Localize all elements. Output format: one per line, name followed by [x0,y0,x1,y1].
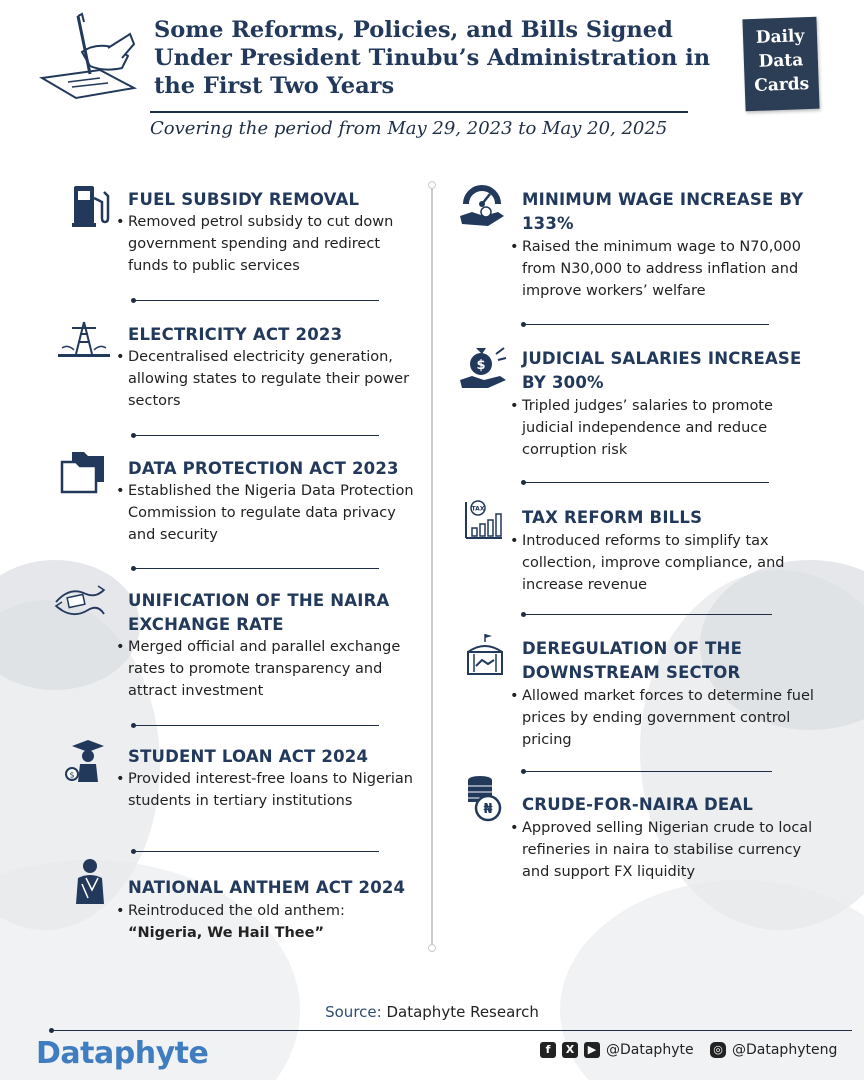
daily-data-cards-logo [742,17,819,112]
reform-heading: ELECTRICITY ACT 2023 [128,325,343,344]
reform-description: • Introduced reforms to simplify tax collection, improve compliance, and increase revenue [510,530,820,596]
logo-line-3: Cards [753,74,810,96]
reform-description: • Merged official and parallel exchange rates to promote transparency and attract investment [116,636,416,702]
handshake-building-icon [464,632,506,678]
social-handle-dataphyteng[interactable]: @Dataphyteng [732,1042,838,1058]
source-credit [0,1003,864,1021]
reform-heading: FUEL SUBSIDY REMOVAL [128,190,360,209]
reform-description [116,900,416,944]
youtube-icon[interactable]: ▶ [584,1042,600,1058]
item-separator [134,435,379,436]
footer-divider [52,1030,852,1031]
naira-coins-icon [464,774,504,822]
item-separator [524,482,769,483]
reform-description: • Approved selling Nigerian crude to local refineries in naira to stabilise currency and support FX liquidity [510,817,820,883]
reform-description: • Provided interest-free loans to Nigerian students in tertiary institutions [116,768,416,812]
money-bag-hand-icon [458,344,508,390]
graduate-icon [64,738,110,784]
facebook-icon[interactable]: f [540,1042,556,1058]
reform-description: • Established the Nigeria Data Protection Commission to regulate data privacy and security [116,480,416,546]
reform-heading: STUDENT LOAN ACT 2024 [128,747,369,766]
item-separator [134,300,379,301]
reform-description: • Decentralised electricity generation, allowing states to regulate their power sectors [116,346,416,412]
svg-text:TAX: TAX [471,505,485,513]
instagram-icon[interactable]: ◎ [710,1042,726,1058]
page-title: Some Reforms, Policies, and Bills Signed Under President Tinubu’s Administration in the First Two Years [154,17,711,99]
anthem-description: Reintroduced the old anthem: [128,903,345,919]
reform-description: • Removed petrol subsidy to cut down government spending and redirect funds to public services [116,211,416,277]
title-underline [150,111,688,113]
singer-icon [72,858,110,906]
anthem-title: “Nigeria, We Hail Thee” [128,925,324,941]
item-separator [524,771,772,772]
svg-text:$: $ [69,770,75,780]
x-twitter-icon[interactable]: X [562,1042,578,1058]
reform-heading: JUDICIAL SALARIES INCREASE BY 300% [522,349,802,392]
social-group-2 [710,1042,837,1058]
reform-heading: DEREGULATION OF THE DOWNSTREAM SECTOR [522,639,743,682]
source-value: Dataphyte Research [386,1003,539,1021]
folders-icon [60,450,106,494]
currency-exchange-icon [52,584,108,622]
svg-text:₦: ₦ [483,802,493,817]
column-divider-top-dot [428,181,436,189]
tax-chart-icon [464,500,504,540]
dataphyte-logo: Dataphyte [36,1036,209,1071]
item-separator [134,568,379,569]
item-separator [134,851,379,852]
logo-line-1: Daily [755,26,805,48]
column-divider [431,186,433,948]
column-divider-bottom-dot [428,944,436,952]
reform-description: • Raised the minimum wage to N70,000 from N30,000 to address inflation and improve workers’ welfare [510,236,820,302]
svg-text:$: $ [476,358,486,373]
reform-heading: UNIFICATION OF THE NAIRA EXCHANGE RATE [128,591,390,634]
wage-gauge-icon [458,182,506,228]
item-separator [524,614,772,615]
power-tower-icon [58,320,110,360]
hand-signing-document-icon [38,12,138,104]
reform-heading: MINIMUM WAGE INCREASE BY 133% [522,190,804,233]
reform-heading: DATA PROTECTION ACT 2023 [128,459,399,478]
reform-description: • Tripled judges’ salaries to promote judicial independence and reduce corruption risk [510,395,820,461]
item-separator [524,324,769,325]
social-handle-dataphyte[interactable]: @Dataphyte [606,1042,694,1058]
page-subtitle: Covering the period from May 29, 2023 to May 20, 2025 [150,118,668,139]
fuel-pump-icon [70,184,110,228]
reform-heading: CRUDE-FOR-NAIRA DEAL [522,795,754,814]
social-group-1 [540,1042,694,1058]
reform-description: • Allowed market forces to determine fuel prices by ending government control pricing [510,685,820,751]
source-label: Source: [325,1003,382,1021]
reform-heading: TAX REFORM BILLS [522,508,703,527]
item-separator [134,725,379,726]
reform-heading: NATIONAL ANTHEM ACT 2024 [128,878,406,897]
logo-line-2: Data [758,50,804,72]
